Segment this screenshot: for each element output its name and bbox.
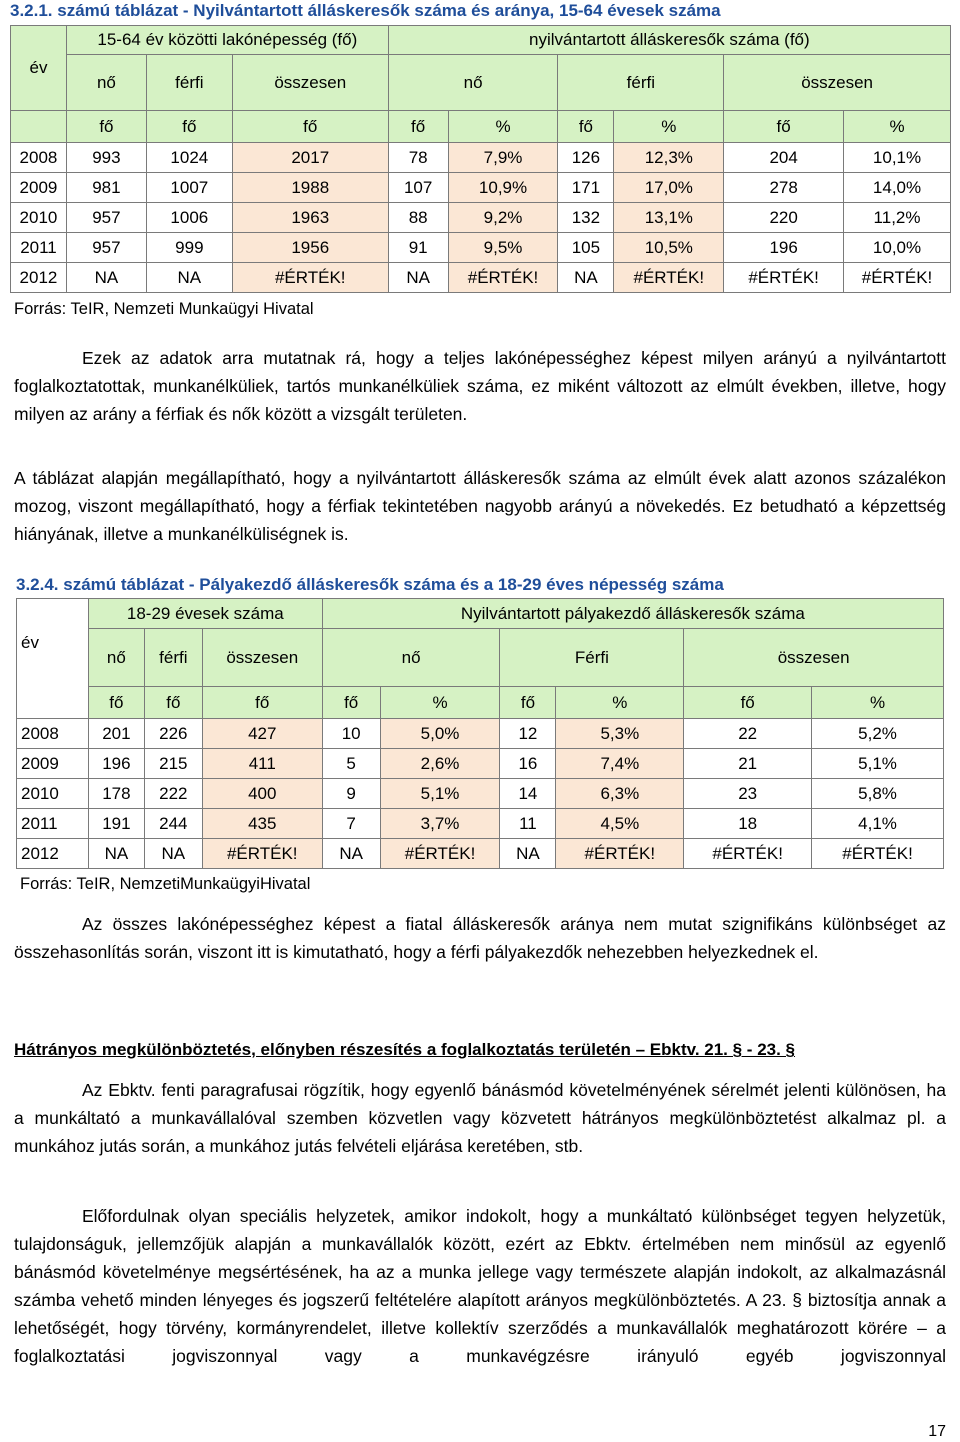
table-cell: 10,5% [614,233,724,263]
year-cell: 2011 [17,809,89,839]
units-row [17,687,944,719]
unit-cell: fő [500,687,556,719]
year-cell: 2011 [11,233,67,263]
table-row [11,143,951,173]
registered-group-header: nyilvántartott álláskeresők száma (fő) [388,26,950,55]
table-cell: NA [146,263,232,293]
paragraph-4: Az Ebktv. fenti paragrafusai rögzítik, hogy egyenlő bánásmód követelményének sérelmét jelenti különösen, ha a munkáltató a munkavállalóval szemben közvetlen vagy közvetett hátrányos megkülönböztetést alkalmaz pl. a munkához jutás során, a munkához jutás felvételi eljárása keretében, stb. [14,1080,946,1156]
table-cell: 5 [322,749,380,779]
sub-header: nő [322,629,500,687]
table-cell: 4,5% [556,809,684,839]
table-cell: 3,7% [380,809,500,839]
sub-header: Férfi [500,629,684,687]
unit-cell: % [556,687,684,719]
year-cell: 2008 [17,719,89,749]
unit-cell: fő [388,111,448,143]
table-cell: 222 [144,779,202,809]
paragraph-1: Ezek az adatok arra mutatnak rá, hogy a teljes lakónépességhez képest milyen arányú a nyilvántartott foglalkoztatottak, munkanélküliek, tartós munkanélküliek száma, ez miként változott az elmúlt években, illetve, hogy milyen az arány a férfiak és nők között a vizsgált területen. [14,348,946,424]
registered-group-header: Nyilvántartott pályakezdő álláskeresők száma [322,599,943,629]
table-cell: 23 [684,779,812,809]
table-cell: #ÉRTÉK! [448,263,558,293]
table-cell: 191 [88,809,144,839]
sub-header: férfi [144,629,202,687]
table-cell: #ÉRTÉK! [232,263,388,293]
unit-cell: fő [144,687,202,719]
table-cell: 10,0% [844,233,951,263]
table-cell: 435 [202,809,322,839]
unit-cell: % [614,111,724,143]
sub-header: összesen [232,55,388,111]
unit-cell: fő [684,687,812,719]
table-cell: 201 [88,719,144,749]
sub-header: nő [66,55,146,111]
year-cell: 2009 [11,173,67,203]
unit-cell: % [844,111,951,143]
population-group-header: 15-64 év közötti lakónépesség (fő) [66,26,388,55]
year-cell: 2008 [11,143,67,173]
table-cell: 204 [724,143,844,173]
sub-header: összesen [684,629,944,687]
unit-cell [17,687,89,719]
table-cell: 21 [684,749,812,779]
unit-cell: fő [558,111,614,143]
table-cell: 1963 [232,203,388,233]
year-cell: 2009 [17,749,89,779]
year-header: év [17,599,89,687]
table-cell: 411 [202,749,322,779]
paragraph-5: Előfordulnak olyan speciális helyzetek, amikor indokolt, hogy a munkáltató különbséget tegyen helyzetük, tulajdonságuk, jellemzőjük alapján a munkavállalók között, ezért az Ebktv. értelmében nem minősül az egyenlő bánásmód követelménye megsértésének, ha az a munka jellege vagy természete alapján indokolt, az alkalmazásnál számba vehető minden lényeges és jogszerű feltételére alapított arányos megkülönböztetés. A 23. § biztosítja annak a lehetőségét, hogy törvény, kormányrendelet, illetve kollektív szerződés a munkavállalók meghatározott körére – a foglalkoztatási jogviszonnyal vagy a munkavégzésre irányuló egyéb jogviszonnyal [14,1206,946,1366]
table-row [11,263,951,293]
table-cell: 1956 [232,233,388,263]
table-cell: 78 [388,143,448,173]
table2-source: Forrás: TeIR, NemzetiMunkaügyiHivatal [20,875,311,893]
table-row [11,203,951,233]
table-cell: 5,3% [556,719,684,749]
unit-cell: fő [88,687,144,719]
year-cell: 2012 [11,263,67,293]
unit-cell [11,111,67,143]
table-cell: 2017 [232,143,388,173]
sub-header: nő [388,55,558,111]
table-cell: 12 [500,719,556,749]
table-cell: 1988 [232,173,388,203]
population-group-header: 18-29 évesek száma [88,599,322,629]
sub-header: nő [88,629,144,687]
table-cell: #ÉRTÉK! [684,839,812,869]
table-cell: 427 [202,719,322,749]
table-cell: #ÉRTÉK! [844,263,951,293]
unit-cell: fő [202,687,322,719]
table-cell: NA [322,839,380,869]
table2-title: 3.2.4. számú táblázat - Pályakezdő álláskeresők száma és a 18-29 éves népesség száma [16,575,724,594]
table-row [17,719,944,749]
table1 [10,25,951,293]
unit-cell: % [812,687,944,719]
table-cell: 10 [322,719,380,749]
table-row [17,839,944,869]
table-cell: NA [388,263,448,293]
table-cell: 5,8% [812,779,944,809]
table-row [11,233,951,263]
unit-cell: % [380,687,500,719]
table-cell: 7,9% [448,143,558,173]
year-cell: 2010 [17,779,89,809]
table-cell: 5,2% [812,719,944,749]
table-cell: 132 [558,203,614,233]
table-cell: 226 [144,719,202,749]
table-cell: 1007 [146,173,232,203]
table-cell: 1024 [146,143,232,173]
table-cell: 7 [322,809,380,839]
table-cell: 16 [500,749,556,779]
table-cell: 244 [144,809,202,839]
table-cell: 957 [66,203,146,233]
table-cell: NA [88,839,144,869]
table-cell: 1006 [146,203,232,233]
table-cell: 18 [684,809,812,839]
table-cell: NA [558,263,614,293]
table-cell: #ÉRTÉK! [812,839,944,869]
table-cell: 5,0% [380,719,500,749]
year-cell: 2012 [17,839,89,869]
table-cell: 11,2% [844,203,951,233]
sub-header: összesen [202,629,322,687]
table-cell: 196 [88,749,144,779]
paragraph-3: Az összes lakónépességhez képest a fiatal álláskeresők aránya nem mutat szignifikáns különbséget az összehasonlítás során, viszont itt is kimutatható, hogy a férfi pályakezdők nehezebben helyezkednek el. [14,914,946,962]
table-cell: 171 [558,173,614,203]
table-cell: 17,0% [614,173,724,203]
page-number: 17 [928,1423,946,1440]
table-cell: 13,1% [614,203,724,233]
year-cell: 2010 [11,203,67,233]
table-cell: #ÉRTÉK! [202,839,322,869]
table-cell: 5,1% [380,779,500,809]
table-cell: 993 [66,143,146,173]
table-cell: 7,4% [556,749,684,779]
table-cell: 9,5% [448,233,558,263]
table-cell: #ÉRTÉK! [556,839,684,869]
section-heading [14,1040,795,1060]
table-cell: 91 [388,233,448,263]
table-cell: 278 [724,173,844,203]
unit-cell: fő [724,111,844,143]
table-cell: 11 [500,809,556,839]
table1-source: Forrás: TeIR, Nemzeti Munkaügyi Hivatal [14,300,314,318]
table-cell: 178 [88,779,144,809]
table-cell: NA [144,839,202,869]
unit-cell: fő [232,111,388,143]
table-row [11,173,951,203]
table-cell: 10,1% [844,143,951,173]
table-cell: 126 [558,143,614,173]
table-cell: NA [500,839,556,869]
table2 [16,598,944,869]
table-cell: 4,1% [812,809,944,839]
table-cell: 957 [66,233,146,263]
table-cell: #ÉRTÉK! [724,263,844,293]
table-cell: 22 [684,719,812,749]
table-row [17,779,944,809]
table-cell: 12,3% [614,143,724,173]
table-cell: 10,9% [448,173,558,203]
table-cell: 14 [500,779,556,809]
table-cell: 220 [724,203,844,233]
table-cell: NA [66,263,146,293]
section-heading-text: Hátrányos megkülönböztetés, előnyben részesítés a foglalkoztatás területén – Ebktv. 21. § - 23. § [14,1040,796,1059]
table-cell: 105 [558,233,614,263]
table-cell: 14,0% [844,173,951,203]
table-row [17,809,944,839]
unit-cell: % [448,111,558,143]
table-cell: 981 [66,173,146,203]
table-cell: 6,3% [556,779,684,809]
table1-title: 3.2.1. számú táblázat - Nyilvántartott álláskeresők száma és aránya, 15-64 évesek száma [10,1,721,20]
table-cell: 9 [322,779,380,809]
table-cell: #ÉRTÉK! [614,263,724,293]
table-cell: 999 [146,233,232,263]
unit-cell: fő [66,111,146,143]
sub-header: férfi [146,55,232,111]
sub-header: férfi [558,55,724,111]
table-cell: 2,6% [380,749,500,779]
table-row [17,749,944,779]
table-cell: 215 [144,749,202,779]
units-row [11,111,951,143]
table-cell: 5,1% [812,749,944,779]
unit-cell: fő [146,111,232,143]
table-cell: 196 [724,233,844,263]
year-header: év [11,26,67,111]
table-cell: 107 [388,173,448,203]
paragraph-2: A táblázat alapján megállapítható, hogy a nyilvántartott álláskeresők száma az elmúlt évek alatt azonos százalékon mozog, viszont megállapítható, hogy a férfiak tekintetében nagyobb arányú a növekedés. Ez betudható a képzettség hiányának, illetve a munkanélküliségnek is. [14,468,946,544]
table-cell: 88 [388,203,448,233]
table-cell: 400 [202,779,322,809]
table-cell: 9,2% [448,203,558,233]
table-cell: #ÉRTÉK! [380,839,500,869]
sub-header: összesen [724,55,951,111]
unit-cell: fő [322,687,380,719]
